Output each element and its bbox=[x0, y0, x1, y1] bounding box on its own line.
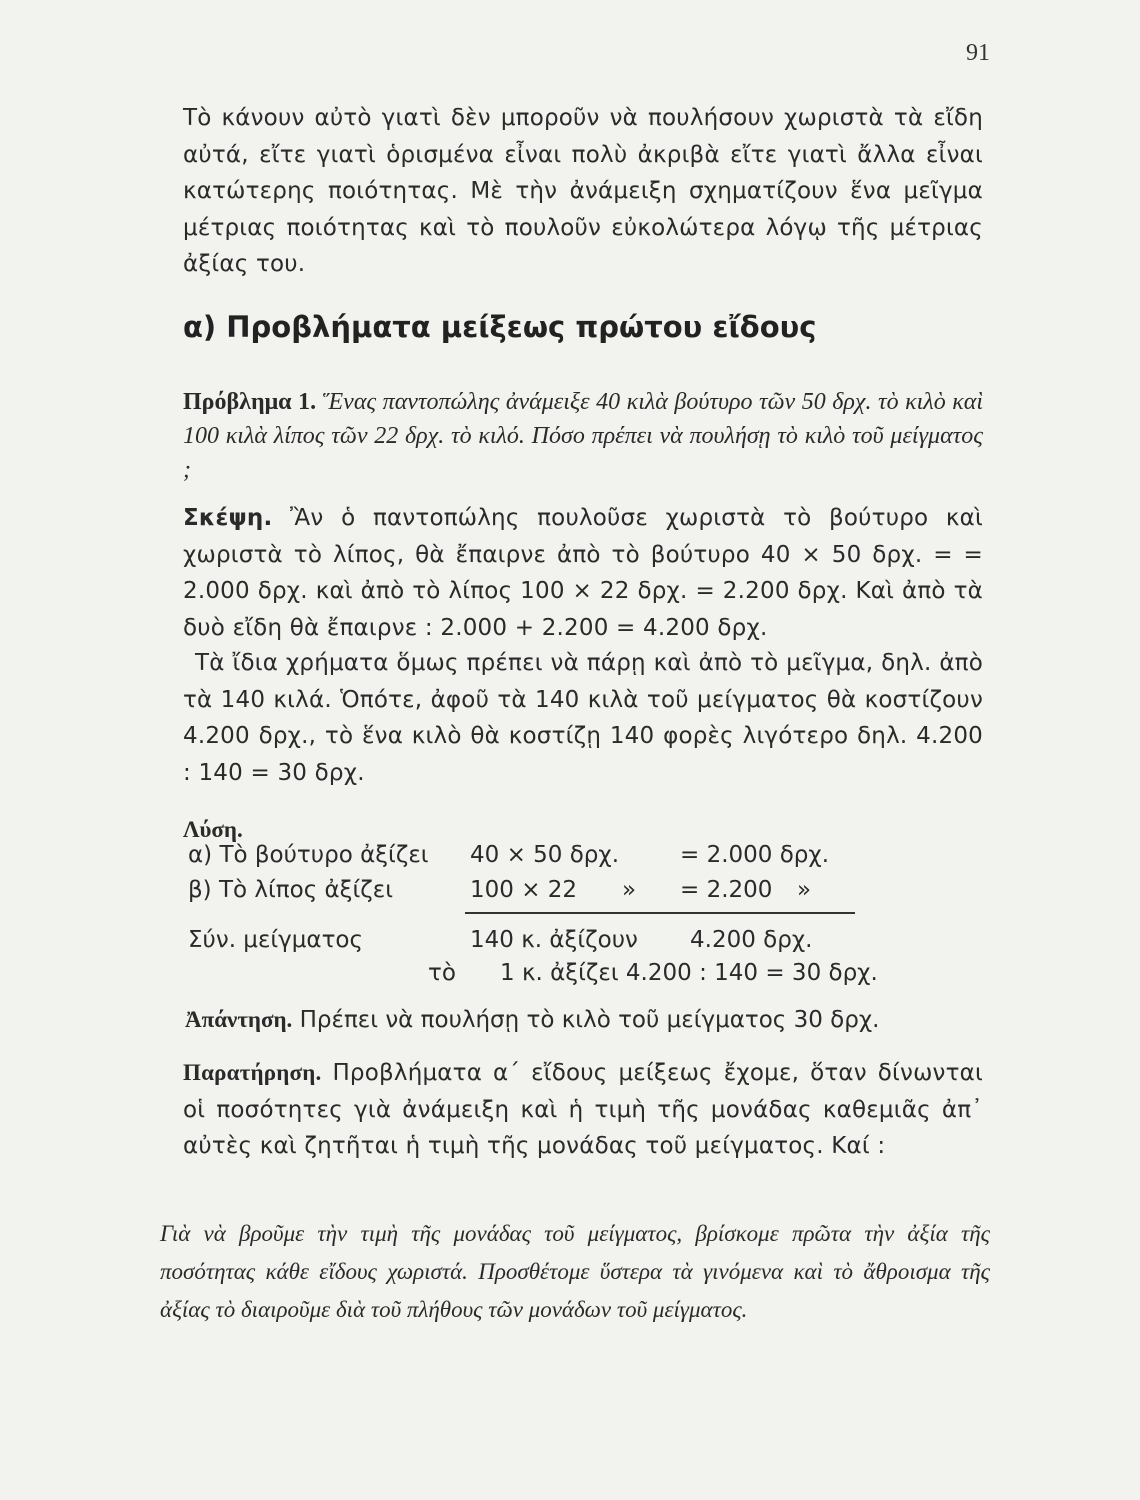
page-number: 91 bbox=[966, 40, 990, 66]
solution-label: Λύση. bbox=[183, 817, 243, 842]
section-heading: α) Προβλήματα μείξεως πρώτου εἴδους bbox=[183, 310, 817, 344]
solution-row-b-calc: 100 × 22 bbox=[470, 877, 578, 903]
problem-paragraph bbox=[183, 385, 983, 487]
solution-row-a-result: = 2.000 δρχ. bbox=[680, 842, 830, 868]
thought-text: Ἂν ὁ παντοπώλης πουλοῦσε χωριστὰ τὸ βούτυρο καὶ χωριστὰ τὸ λίπος, θὰ ἔπαιρνε ἀπὸ τὸ βούτυρο 40 × 50 δρχ. = = 2.000 δρχ. καὶ ἀπὸ τὸ λίπος 100 × 22 δρχ. = 2.200 δρχ. Καὶ ἀπὸ τὰ δυὸ εἴδη θὰ ἔπαιρνε : 2.000 + 2.200 = 4.200 δρχ. bbox=[183, 505, 983, 641]
answer-label: Ἀπάντηση. bbox=[185, 1007, 293, 1032]
rule-paragraph: Γιὰ νὰ βροῦμε τὴν τιμὴ τῆς μονάδας τοῦ μείγματος, βρίσκομε πρῶτα τὴν ἀξία τῆς ποσότητας κάθε εἴδους χωριστά. Προσθέτομε ὕστερα τὰ γινόμενα καὶ τὸ ἄθροισμα τῆς ἀξίας τὸ διαιροῦμε διὰ τοῦ πλήθους τῶν μονάδων τοῦ μείγματος. bbox=[160, 1221, 990, 1322]
problem-text: Ἕνας παντοπώλης ἀνάμειξε 40 κιλὰ βούτυρο τῶν 50 δρχ. τὸ κιλὸ καὶ 100 κιλὰ λίπος τῶν 22 δρχ. τὸ κιλό. Πόσο πρέπει νὰ πουλήσῃ τὸ κιλὸ τοῦ μείγματος ; bbox=[183, 389, 984, 483]
thought-label: Σκέψη. bbox=[183, 505, 273, 531]
solution-row-b-unit: » bbox=[622, 877, 637, 903]
problem-label: Πρόβλημα 1. bbox=[183, 389, 317, 415]
sum-value: 4.200 δρχ. bbox=[690, 927, 813, 953]
solution-row-b-result: = 2.200 bbox=[680, 877, 773, 903]
sum-name: Σύν. μείγματος bbox=[188, 927, 363, 953]
unit-row-to: τὸ bbox=[428, 960, 456, 986]
intro-paragraph: Τὸ κάνουν αὐτὸ γιατὶ δὲν μποροῦν νὰ πουλήσουν χωριστὰ τὰ εἴδη αὐτά, εἴτε γιατὶ ὁρισμένα εἶναι πολὺ ἀκριβὰ εἴτε γιατὶ ἄλλα εἶναι κατώτερης ποιότητας. Μὲ τὴν ἀνάμειξη σχηματίζουν ἕνα μεῖγμα μέτριας ποιότητας καὶ τὸ πουλοῦν εὐκολώτερα λόγῳ τῆς μέτριας ἀξίας του. bbox=[183, 105, 983, 277]
remark-label: Παρατήρηση. bbox=[183, 1060, 322, 1085]
thought-paragraph bbox=[183, 500, 983, 646]
solution-row-b-unit2: » bbox=[797, 877, 812, 903]
remark-paragraph bbox=[183, 1055, 983, 1165]
sum-quantity: 140 κ. ἀξίζουν bbox=[470, 927, 638, 953]
solution-row-a-calc: 40 × 50 δρχ. bbox=[470, 842, 620, 868]
solution-row-a-name: α) Τὸ βούτυρο ἀξίζει bbox=[188, 842, 429, 868]
answer-text: Πρέπει νὰ πουλήσῃ τὸ κιλὸ τοῦ μείγματος 30 δρχ. bbox=[299, 1007, 880, 1033]
unit-row-calc: 1 κ. ἀξίζει 4.200 : 140 = 30 δρχ. bbox=[500, 960, 878, 986]
thought-paragraph-2: Τὰ ἴδια χρήματα ὅμως πρέπει νὰ πάρῃ καὶ ἀπὸ τὸ μεῖγμα, δηλ. ἀπὸ τὰ 140 κιλά. Ὁπότε, ἀφοῦ τὰ 140 κιλὰ τοῦ μείγματος θὰ κοστίζουν 4.200 δρχ., τὸ ἕνα κιλὸ θὰ κοστίζῃ 140 φορὲς λιγότερο δηλ. 4.200 : 140 = 30 δρχ. bbox=[183, 650, 983, 786]
sum-divider-line bbox=[465, 912, 855, 914]
remark-text: Προβλήματα α΄ εἴδους μείξεως ἔχομε, ὅταν δίνωνται οἱ ποσότητες γιὰ ἀνάμειξη καὶ ἡ τιμὴ τῆς μονάδας καθεμιᾶς ἀπ᾽ αὐτὲς καὶ ζητῆται ἡ τιμὴ τῆς μονάδας τοῦ μείγματος. Καί : bbox=[183, 1060, 983, 1159]
answer-line bbox=[185, 1005, 879, 1035]
solution-row-b-name: β) Τὸ λίπος ἀξίζει bbox=[188, 877, 394, 903]
